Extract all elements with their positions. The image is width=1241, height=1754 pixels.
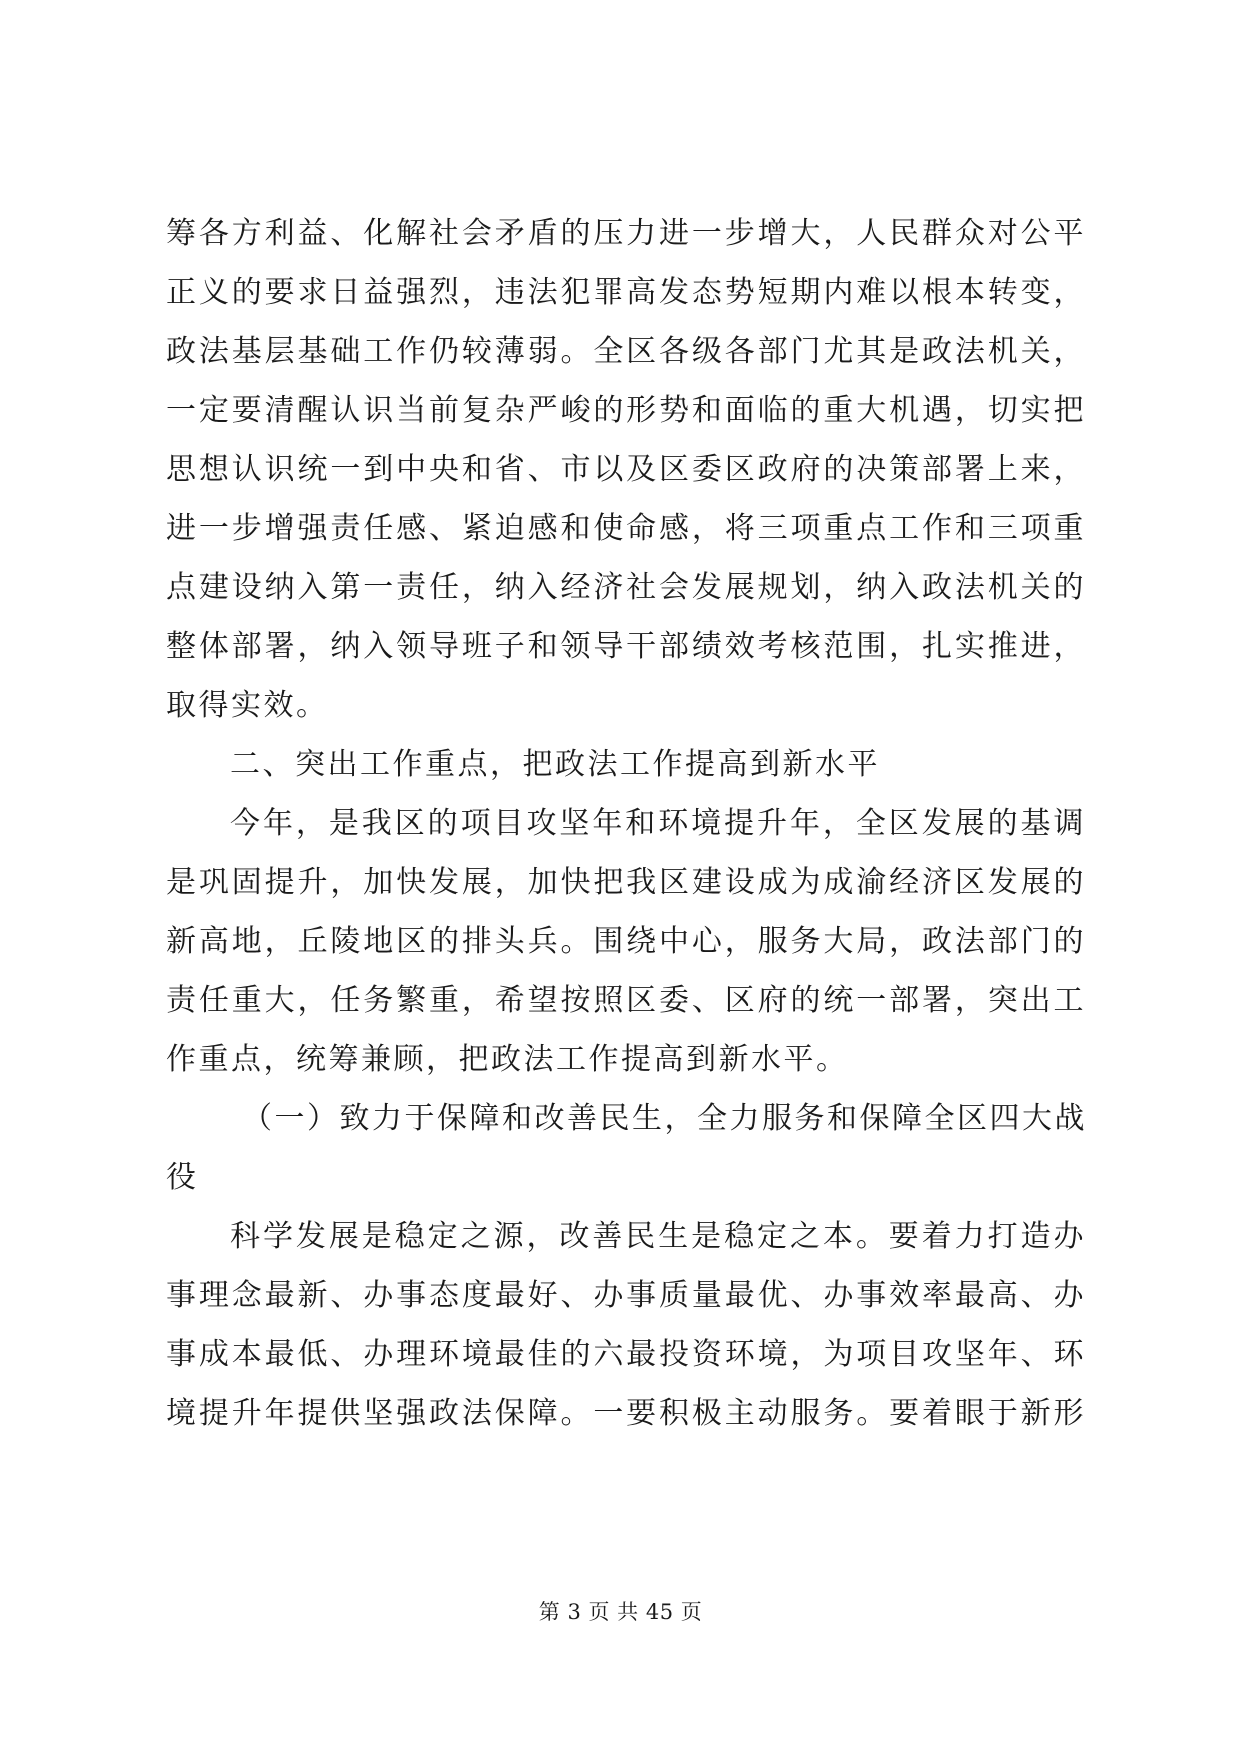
body-text-line: 作重点，统筹兼顾，把政法工作提高到新水平。 [166, 1042, 849, 1077]
body-text-line: 新高地，丘陵地区的排头兵。围绕中心，服务大局，政法部门的 [166, 924, 1086, 959]
body-text-line: 政法基层基础工作仍较薄弱。全区各级各部门尤其是政法机关， [166, 334, 1086, 369]
body-text-line: 事理念最新、办事态度最好、办事质量最优、办事效率最高、办 [166, 1278, 1086, 1313]
body-text-line: 筹各方利益、化解社会矛盾的压力进一步增大，人民群众对公平 [166, 216, 1086, 251]
body-text-line: 正义的要求日益强烈，违法犯罪高发态势短期内难以根本转变， [166, 275, 1086, 310]
section-heading: 二、突出工作重点，把政法工作提高到新水平 [230, 747, 880, 782]
body-text-line: 今年，是我区的项目攻坚年和环境提升年，全区发展的基调 [230, 806, 1086, 841]
body-text-line: 取得实效。 [166, 688, 329, 723]
body-text-line: 事成本最低、办理环境最佳的六最投资环境，为项目攻坚年、环 [166, 1337, 1086, 1372]
body-text-line: 境提升年提供坚强政法保障。一要积极主动服务。要着眼于新形 [166, 1396, 1086, 1431]
body-text-line: 是巩固提升，加快发展，加快把我区建设成为成渝经济区发展的 [166, 865, 1086, 900]
body-text-line: 责任重大，任务繁重，希望按照区委、区府的统一部署，突出工 [166, 983, 1086, 1018]
body-text-line: 思想认识统一到中央和省、市以及区委区政府的决策部署上来， [166, 452, 1086, 487]
body-text-line: 整体部署，纳入领导班子和领导干部绩效考核范围，扎实推进， [166, 629, 1086, 664]
subsection-heading: （一）致力于保障和改善民生，全力服务和保障全区四大战 [242, 1101, 1087, 1136]
page-number-footer: 第 3 页 共 45 页 [538, 1600, 703, 1624]
body-text-line: 点建设纳入第一责任，纳入经济社会发展规划，纳入政法机关的 [166, 570, 1086, 605]
subsection-heading-continued: 役 [166, 1160, 199, 1195]
body-text-line: 一定要清醒认识当前复杂严峻的形势和面临的重大机遇，切实把 [166, 393, 1086, 428]
body-text-line: 进一步增强责任感、紧迫感和使命感，将三项重点工作和三项重 [166, 511, 1086, 546]
body-text-line: 科学发展是稳定之源，改善民生是稳定之本。要着力打造办 [230, 1219, 1086, 1254]
